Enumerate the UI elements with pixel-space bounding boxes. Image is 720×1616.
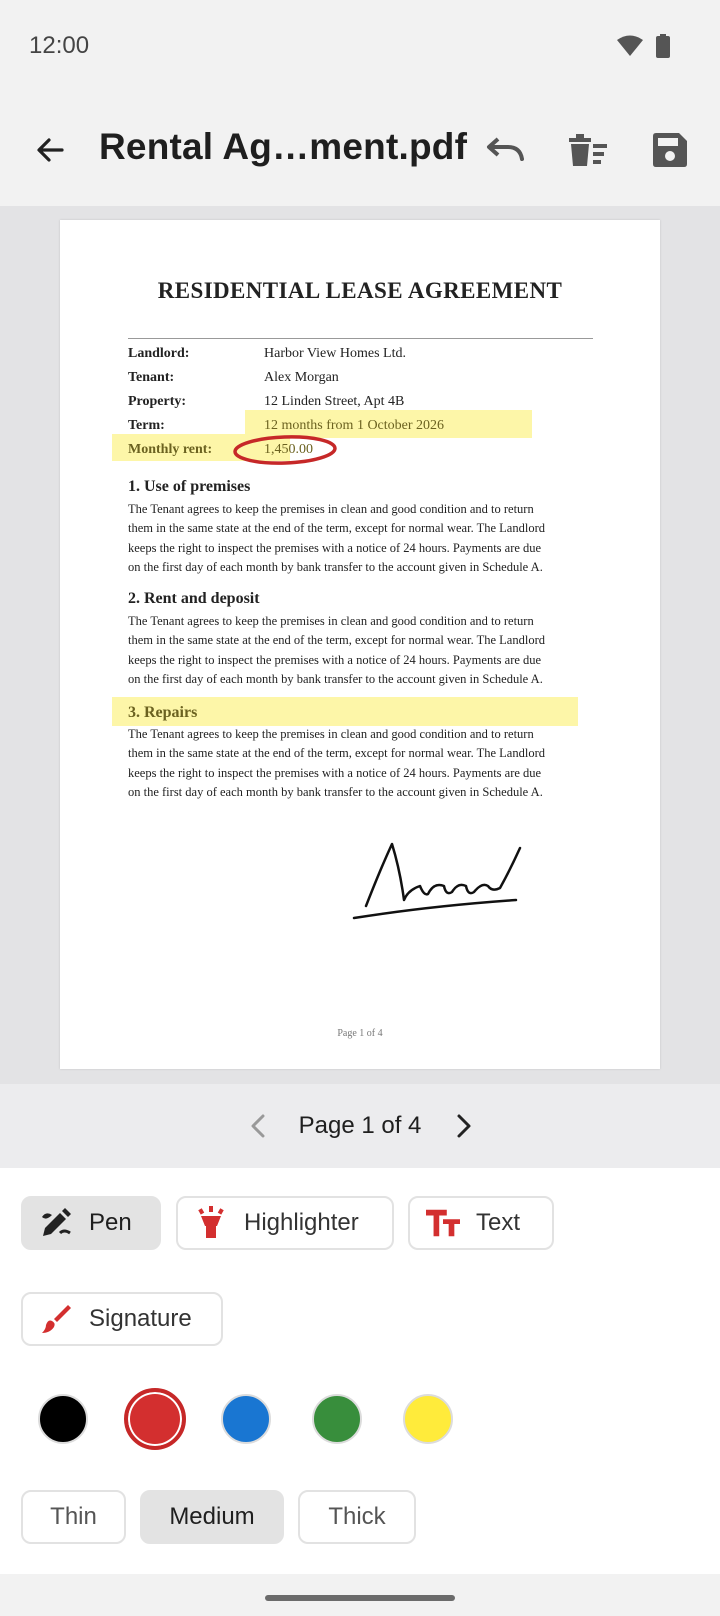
back-button[interactable] [26,126,74,174]
signature-brush-icon [39,1302,73,1336]
text-tool-button[interactable] [408,1196,554,1250]
battery-icon [656,34,670,63]
lease-title: RESIDENTIAL LEASE AGREEMENT [157,278,563,303]
field-label: Property: [128,394,187,409]
document-viewer[interactable] [0,206,720,1084]
field-value: 12 months from 1 October 2026 [264,418,445,433]
width-label: Thick [328,1503,386,1530]
section-body: The Tenant agrees to keep the premises in clean and good condition and to return them in the same state at the end of the term, except for normal wear. The Landlord keeps the right to inspect the premises with a notice of 24 hours. Payments are due on the first day of each month by bank transfer to the account given in Schedule A. [128,614,545,687]
undo-button[interactable] [480,124,532,176]
highlighter-tool-button[interactable] [176,1196,394,1250]
field-label: Monthly rent: [128,442,213,457]
color-swatch-yellow[interactable] [403,1394,453,1444]
field-value: Harbor View Homes Ltd. [264,346,406,361]
app-toolbar [0,96,720,206]
next-page-button[interactable] [440,1102,488,1150]
color-swatch-green[interactable] [312,1394,362,1444]
text-icon [426,1206,460,1240]
field-label: Term: [128,418,165,433]
tool-label: Highlighter [244,1209,359,1236]
status-bar [0,0,720,96]
width-label: Thin [50,1503,97,1530]
wifi-icon [616,35,644,62]
signature-drawing[interactable] [350,830,540,925]
save-button[interactable] [644,124,696,176]
section-body: The Tenant agrees to keep the premises in clean and good condition and to return them in the same state at the end of the term, except for normal wear. The Landlord keeps the right to inspect the premises with a notice of 24 hours. Payments are due on the first day of each month by bank transfer to the account given in Schedule A. [128,727,545,800]
tool-label: Signature [89,1305,192,1332]
field-value: 1,450.00 [264,442,313,457]
save-icon [653,133,687,167]
title-divider [128,338,593,339]
section-body: The Tenant agrees to keep the premises in clean and good condition and to return them in the same state at the end of the term, except for normal wear. The Landlord keeps the right to inspect the premises with a notice of 24 hours. Payments are due on the first day of each month by bank transfer to the account given in Schedule A. [128,502,545,575]
color-swatch-black[interactable] [38,1394,88,1444]
signature-tool-button[interactable] [21,1292,223,1346]
clear-annotations-icon [569,133,607,167]
width-thick-button[interactable] [298,1490,416,1544]
highlighter-icon [194,1206,228,1240]
tool-label: Text [476,1209,521,1236]
pen-icon [39,1206,73,1240]
width-medium-button[interactable] [140,1490,284,1544]
annotation-tools-panel [0,1168,720,1574]
undo-icon [486,135,526,165]
field-value: Alex Morgan [264,370,339,385]
field-label: Tenant: [128,370,175,385]
status-icons [616,34,670,63]
section-heading: 2. Rent and deposit [128,590,260,607]
section-heading: 1. Use of premises [128,478,251,495]
section-heading: 3. Repairs [128,704,198,721]
arrow-left-icon [34,134,66,166]
system-navigation-bar [0,1574,720,1616]
color-swatch-blue[interactable] [221,1394,271,1444]
clear-annotations-button[interactable] [562,124,614,176]
width-label: Medium [169,1503,255,1530]
document-title: Rental Ag…ment.pdf [99,126,468,167]
pen-circle-annotation[interactable] [230,432,342,468]
width-thin-button[interactable] [21,1490,126,1544]
tool-label: Pen [89,1209,132,1236]
pen-tool-button[interactable] [21,1196,161,1250]
pdf-page[interactable] [60,220,660,1069]
page-footer: Page 1 of 4 [337,1028,383,1039]
field-value: 12 Linden Street, Apt 4B [264,394,405,409]
status-time: 12:00 [29,32,90,59]
field-label: Landlord: [128,346,190,361]
home-gesture-handle[interactable] [265,1595,455,1601]
page-navigator [0,1084,720,1168]
chevron-right-icon [454,1113,474,1139]
color-swatch-red[interactable] [124,1388,186,1450]
page-indicator: Page 1 of 4 [298,1112,422,1139]
